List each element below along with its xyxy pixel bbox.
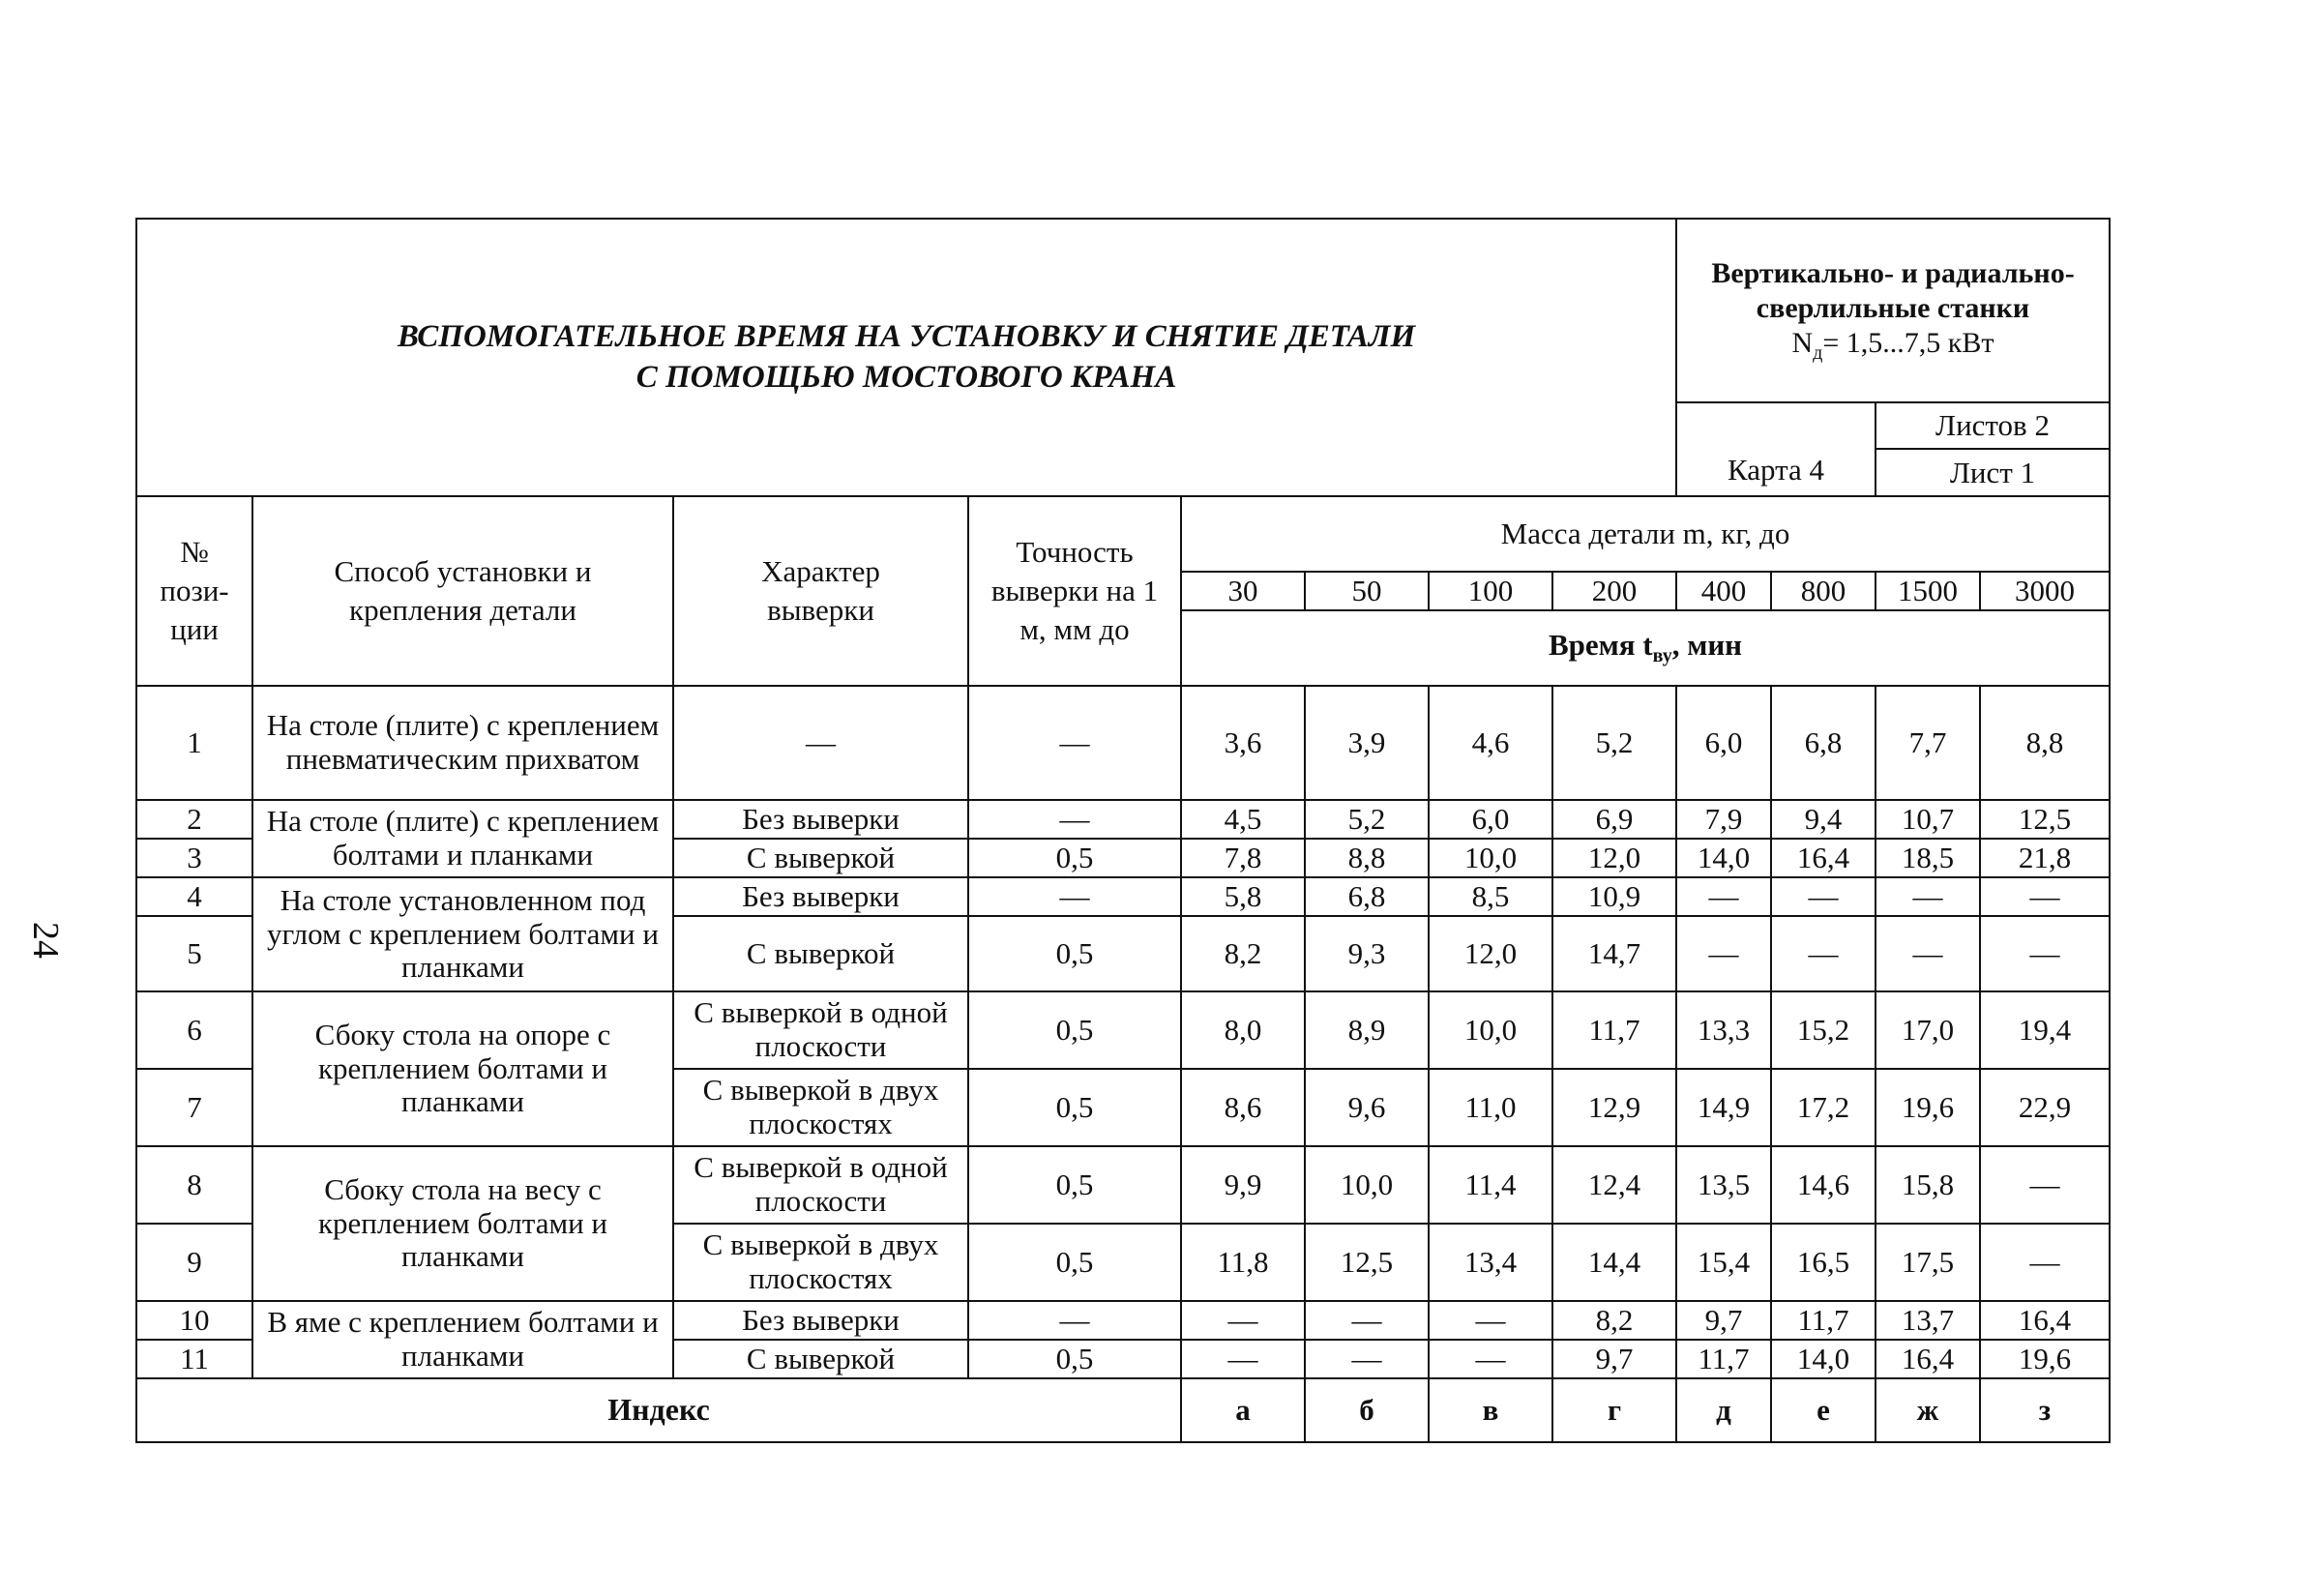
row-value: 17,5 (1876, 1224, 1980, 1301)
row-value: 13,5 (1676, 1146, 1771, 1224)
table-row (136, 991, 2110, 1069)
row-pos: 6 (136, 991, 252, 1069)
row-value: — (1429, 1340, 1552, 1378)
row-pos: 3 (136, 839, 252, 877)
row-pos: 5 (136, 916, 252, 991)
row-value: — (1305, 1301, 1429, 1340)
index-letter: в (1429, 1378, 1552, 1442)
row-value: 11,7 (1771, 1301, 1876, 1340)
row-value: 14,0 (1771, 1340, 1876, 1378)
row-value: 14,0 (1676, 839, 1771, 877)
row-alignment: Без выверки (673, 800, 968, 839)
row-value: 13,3 (1676, 991, 1771, 1069)
row-value: 19,6 (1980, 1340, 2110, 1378)
index-letter: г (1552, 1378, 1676, 1442)
row-value: 8,5 (1429, 877, 1552, 916)
row-alignment: С выверкой (673, 1340, 968, 1378)
row-value: 13,7 (1876, 1301, 1980, 1340)
row-value: 11,4 (1429, 1146, 1552, 1224)
row-accuracy: 0,5 (968, 1224, 1181, 1301)
row-accuracy: 0,5 (968, 839, 1181, 877)
row-value: 17,2 (1771, 1069, 1876, 1146)
row-value: — (1676, 916, 1771, 991)
row-value: 15,2 (1771, 991, 1876, 1069)
row-pos: 10 (136, 1301, 252, 1340)
row-value: 11,7 (1676, 1340, 1771, 1378)
row-value: 19,4 (1980, 991, 2110, 1069)
col-mass: Масса детали m, кг, до (1181, 496, 2110, 572)
title-line-1: ВСПОМОГАТЕЛЬНОЕ ВРЕМЯ НА УСТАНОВКУ И СНЯТИЕ ДЕТАЛИ (397, 319, 1416, 355)
row-value: 6,9 (1552, 800, 1676, 839)
row-value: — (1181, 1340, 1305, 1378)
row-accuracy: — (968, 877, 1181, 916)
col-pos: № пози-ции (136, 496, 252, 686)
index-letter: б (1305, 1378, 1429, 1442)
row-value: 16,5 (1771, 1224, 1876, 1301)
mass-30: 30 (1181, 572, 1305, 610)
row-value: 22,9 (1980, 1069, 2110, 1146)
row-alignment: С выверкой в двух плоскостях (673, 1224, 968, 1301)
row-method: Сбоку стола на весу с креплением болтами и планками (252, 1146, 673, 1301)
row-accuracy: — (968, 800, 1181, 839)
row-value: 10,0 (1305, 1146, 1429, 1224)
row-value: 19,6 (1876, 1069, 1980, 1146)
row-value: 9,3 (1305, 916, 1429, 991)
row-value: 11,8 (1181, 1224, 1305, 1301)
row-method: Сбоку стола на опоре с креплением болтами и планками (252, 991, 673, 1146)
row-value: 8,6 (1181, 1069, 1305, 1146)
row-value: 21,8 (1980, 839, 2110, 877)
row-value: 6,8 (1305, 877, 1429, 916)
row-pos: 11 (136, 1340, 252, 1378)
machine-line-2: сверлильные станки (1756, 292, 2030, 324)
index-letter: е (1771, 1378, 1876, 1442)
sheet-current: Лист 1 (1949, 456, 2036, 489)
row-value: — (1980, 1146, 2110, 1224)
row-value: — (1676, 877, 1771, 916)
row-value: — (1980, 1224, 2110, 1301)
machine-type (1676, 219, 2110, 402)
row-alignment: — (673, 686, 968, 800)
row-value: 5,2 (1305, 800, 1429, 839)
row-value: 6,0 (1676, 686, 1771, 800)
mass-50: 50 (1305, 572, 1429, 610)
title-line-2: С ПОМОЩЬЮ МОСТОВОГО КРАНА (635, 359, 1177, 395)
row-pos: 2 (136, 800, 252, 839)
col-time: Время $t_{ву}$, мин (1181, 610, 2110, 686)
row-pos: 4 (136, 877, 252, 916)
row-value: — (1429, 1301, 1552, 1340)
row-value: 8,2 (1181, 916, 1305, 991)
row-accuracy: 0,5 (968, 1146, 1181, 1224)
power-range: $N_д= 1,5...7,5$ кВт (1791, 327, 1994, 364)
row-value: 9,7 (1552, 1340, 1676, 1378)
row-value: 16,4 (1876, 1340, 1980, 1378)
row-value: 14,7 (1552, 916, 1676, 991)
sheet-info (1876, 402, 2110, 496)
mass-400: 400 (1676, 572, 1771, 610)
row-value: 12,0 (1552, 839, 1676, 877)
row-value: 11,0 (1429, 1069, 1552, 1146)
col-method: Способ установки и крепления детали (252, 496, 673, 686)
row-value: — (1305, 1340, 1429, 1378)
row-value: 12,9 (1552, 1069, 1676, 1146)
page-number: 24 (25, 922, 66, 959)
row-alignment: Без выверки (673, 877, 968, 916)
row-value: 9,4 (1771, 800, 1876, 839)
row-value: 5,2 (1552, 686, 1676, 800)
row-accuracy: 0,5 (968, 991, 1181, 1069)
sheets-total: Листов 2 (1876, 403, 2109, 450)
row-pos: 7 (136, 1069, 252, 1146)
row-value: 8,8 (1980, 686, 2110, 800)
index-letter: д (1676, 1378, 1771, 1442)
row-value: 5,8 (1181, 877, 1305, 916)
row-value: 12,5 (1980, 800, 2110, 839)
row-value: 9,6 (1305, 1069, 1429, 1146)
row-value: 15,8 (1876, 1146, 1980, 1224)
row-alignment: С выверкой в одной плоскости (673, 991, 968, 1069)
row-value: 3,6 (1181, 686, 1305, 800)
row-value: 13,4 (1429, 1224, 1552, 1301)
row-method: На столе установленном под углом с креплением болтами и планками (252, 877, 673, 991)
row-value: 18,5 (1876, 839, 1980, 877)
row-method: В яме с креплением болтами и планками (252, 1301, 673, 1378)
row-value: 8,8 (1305, 839, 1429, 877)
row-value: — (1181, 1301, 1305, 1340)
row-value: 9,7 (1676, 1301, 1771, 1340)
row-value: 9,9 (1181, 1146, 1305, 1224)
table-row (136, 1301, 2110, 1340)
table-row (136, 877, 2110, 916)
row-value: 8,0 (1181, 991, 1305, 1069)
index-label: Индекс (136, 1378, 1181, 1442)
index-letter: з (1980, 1378, 2110, 1442)
row-accuracy: — (968, 1301, 1181, 1340)
mass-3000: 3000 (1980, 572, 2110, 610)
mass-1500: 1500 (1876, 572, 1980, 610)
row-value: 14,4 (1552, 1224, 1676, 1301)
row-value: 12,0 (1429, 916, 1552, 991)
row-value: 6,8 (1771, 686, 1876, 800)
row-value: 17,0 (1876, 991, 1980, 1069)
table-row (136, 800, 2110, 839)
row-value: 3,9 (1305, 686, 1429, 800)
row-value: 14,9 (1676, 1069, 1771, 1146)
index-letter: ж (1876, 1378, 1980, 1442)
row-value: 12,5 (1305, 1224, 1429, 1301)
row-value: — (1876, 877, 1980, 916)
row-accuracy: 0,5 (968, 1069, 1181, 1146)
row-value: 11,7 (1552, 991, 1676, 1069)
row-value: 10,9 (1552, 877, 1676, 916)
mass-100: 100 (1429, 572, 1552, 610)
row-pos: 1 (136, 686, 252, 800)
row-accuracy: 0,5 (968, 916, 1181, 991)
table-row (136, 1146, 2110, 1224)
row-value: — (1980, 916, 2110, 991)
row-accuracy: — (968, 686, 1181, 800)
row-pos: 8 (136, 1146, 252, 1224)
row-value: 7,7 (1876, 686, 1980, 800)
card-title (136, 219, 1676, 496)
row-alignment: С выверкой (673, 916, 968, 991)
row-value: — (1876, 916, 1980, 991)
row-accuracy: 0,5 (968, 1340, 1181, 1378)
row-value: 10,7 (1876, 800, 1980, 839)
row-value: 10,0 (1429, 991, 1552, 1069)
col-accuracy: Точность выверки на 1 м, мм до (968, 496, 1181, 686)
row-alignment: С выверкой в одной плоскости (673, 1146, 968, 1224)
row-value: 10,0 (1429, 839, 1552, 877)
row-value: — (1980, 877, 2110, 916)
mass-800: 800 (1771, 572, 1876, 610)
auxiliary-time-table (135, 218, 2111, 1443)
table-row (136, 686, 2110, 800)
row-value: 4,6 (1429, 686, 1552, 800)
row-value: 7,8 (1181, 839, 1305, 877)
row-value: — (1771, 877, 1876, 916)
row-value: — (1771, 916, 1876, 991)
row-value: 16,4 (1771, 839, 1876, 877)
row-value: 8,9 (1305, 991, 1429, 1069)
row-method: На столе (плите) с креплением пневматическим прихватом (252, 686, 673, 800)
col-alignment: Характер выверки (673, 496, 968, 686)
index-row (136, 1378, 2110, 1442)
card-number: Карта 4 (1676, 402, 1876, 496)
row-value: 8,2 (1552, 1301, 1676, 1340)
row-alignment: Без выверки (673, 1301, 968, 1340)
mass-200: 200 (1552, 572, 1676, 610)
machine-line-1: Вертикально- и радиально- (1711, 257, 2075, 289)
row-value: 15,4 (1676, 1224, 1771, 1301)
row-method: На столе (плите) с креплением болтами и планками (252, 800, 673, 877)
row-value: 12,4 (1552, 1146, 1676, 1224)
index-letter: а (1181, 1378, 1305, 1442)
row-value: 7,9 (1676, 800, 1771, 839)
row-value: 16,4 (1980, 1301, 2110, 1340)
row-pos: 9 (136, 1224, 252, 1301)
row-alignment: С выверкой (673, 839, 968, 877)
row-value: 6,0 (1429, 800, 1552, 839)
row-alignment: С выверкой в двух плоскостях (673, 1069, 968, 1146)
row-value: 4,5 (1181, 800, 1305, 839)
row-value: 14,6 (1771, 1146, 1876, 1224)
